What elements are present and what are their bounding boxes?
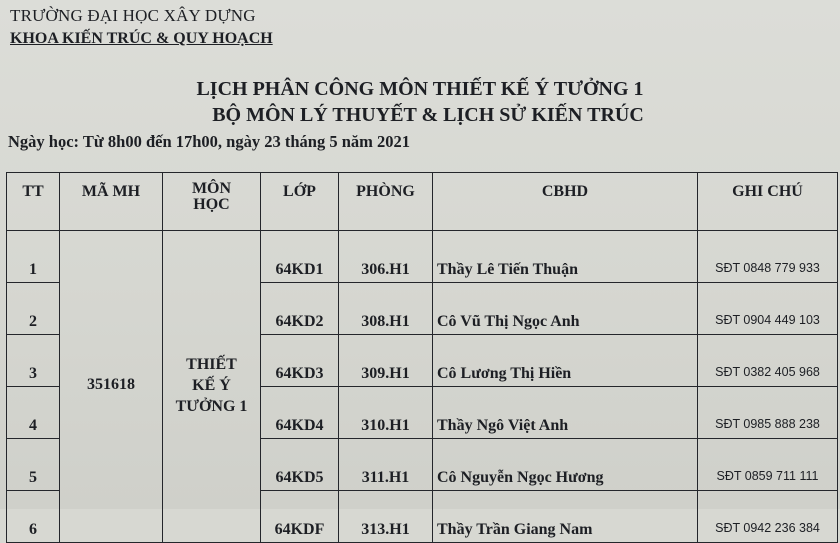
row-class: 64KD1 [261, 231, 339, 283]
department-title: BỘ MÔN LÝ THUYẾT & LỊCH SỬ KIẾN TRÚC [212, 104, 644, 126]
table-header-row [7, 173, 838, 231]
row-instructor: Thầy Trần Giang Nam [433, 491, 698, 543]
faculty-name: KHOA KIẾN TRÚC & QUY HOẠCH [10, 30, 273, 47]
row-room: 308.H1 [339, 283, 433, 335]
row-phone: SĐT 0382 405 968 [698, 335, 838, 387]
row-class: 64KDF [261, 491, 339, 543]
row-tt: 5 [7, 439, 60, 491]
row-tt: 2 [7, 283, 60, 335]
header-mon-hoc [163, 173, 261, 231]
row-instructor: Thầy Lê Tiến Thuận [433, 231, 698, 283]
schedule-table [6, 172, 838, 543]
row-room: 310.H1 [339, 387, 433, 439]
header-ma-mh: MÃ MH [60, 173, 163, 231]
row-room: 313.H1 [339, 491, 433, 543]
header-mon-hoc-line2: HỌC [193, 196, 230, 213]
row-tt: 1 [7, 231, 60, 283]
table-row [7, 231, 838, 283]
row-instructor: Cô Lương Thị Hiền [433, 335, 698, 387]
row-phone: SĐT 0904 449 103 [698, 283, 838, 335]
course-name-line3: TƯỞNG 1 [175, 397, 248, 415]
course-code: 351618 [60, 231, 163, 543]
row-room: 311.H1 [339, 439, 433, 491]
row-tt: 4 [7, 387, 60, 439]
header-tt: TT [7, 173, 60, 231]
row-instructor: Cô Vũ Thị Ngọc Anh [433, 283, 698, 335]
header-mon-hoc-line1: MÔN [191, 180, 232, 197]
row-room: 306.H1 [339, 231, 433, 283]
school-name: TRƯỜNG ĐẠI HỌC XÂY DỰNG [10, 6, 256, 25]
row-tt: 6 [7, 491, 60, 543]
row-tt: 3 [7, 335, 60, 387]
course-name-line1: THIẾT [186, 355, 237, 373]
row-room: 309.H1 [339, 335, 433, 387]
row-class: 64KD4 [261, 387, 339, 439]
header-ghi-chu: GHI CHÚ [698, 173, 838, 231]
row-phone: SĐT 0859 711 111 [698, 439, 838, 491]
course-name [163, 231, 261, 543]
row-class: 64KD2 [261, 283, 339, 335]
row-instructor: Thầy Ngô Việt Anh [433, 387, 698, 439]
row-phone: SĐT 0942 236 384 [698, 491, 838, 543]
header-phong: PHÒNG [339, 173, 433, 231]
row-phone: SĐT 0985 888 238 [698, 387, 838, 439]
row-class: 64KD3 [261, 335, 339, 387]
header-cbhd: CBHD [433, 173, 698, 231]
schedule-title: LỊCH PHÂN CÔNG MÔN THIẾT KẾ Ý TƯỞNG 1 [196, 78, 644, 100]
study-date-line: Ngày học: Từ 8h00 đến 17h00, ngày 23 tháng 5 năm 2021 [8, 132, 410, 151]
row-class: 64KD5 [261, 439, 339, 491]
row-phone: SĐT 0848 779 933 [698, 231, 838, 283]
row-instructor: Cô Nguyễn Ngọc Hương [433, 439, 698, 491]
header-lop: LỚP [261, 173, 339, 231]
course-name-line2: KẾ Ý [192, 376, 231, 394]
